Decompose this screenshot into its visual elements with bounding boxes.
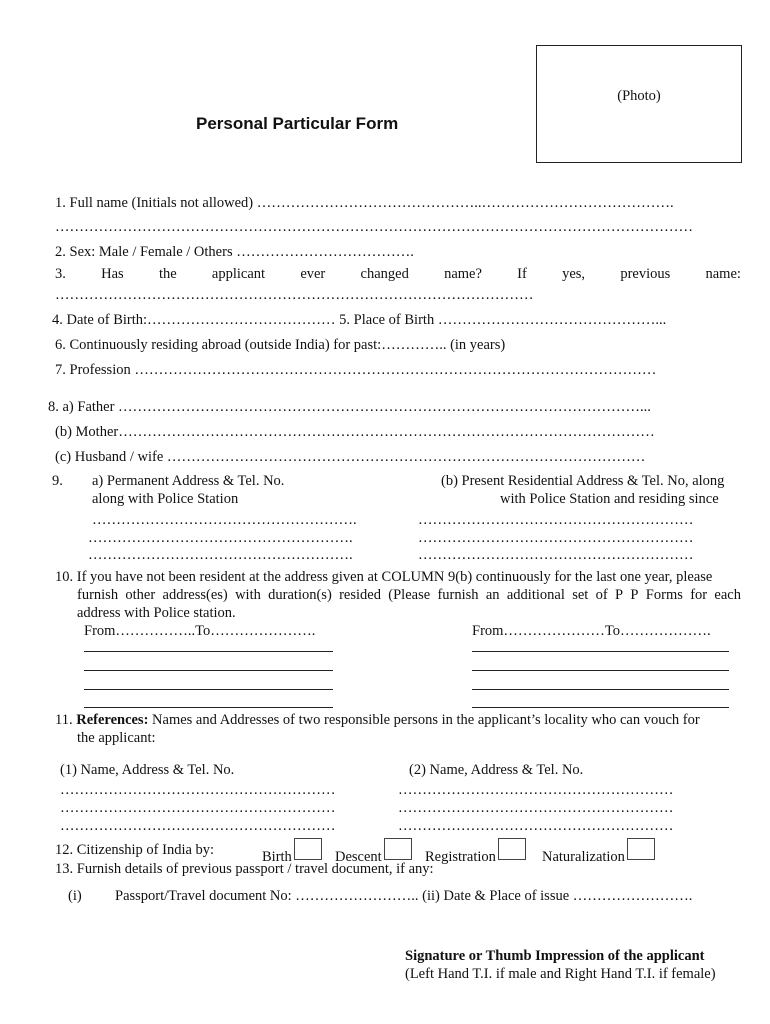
q3-word: the (158, 266, 177, 282)
q10-right-entry-line[interactable] (472, 651, 729, 652)
signature-title: Signature or Thumb Impression of the applicant (405, 948, 705, 964)
q9b-address-line[interactable]: ………………………………………………… (418, 530, 694, 546)
q9b-residing-since-label: with Police Station and residing since (500, 491, 719, 507)
q11-ref2-line[interactable]: ………………………………………………… (398, 818, 674, 834)
q10-left-entry-line[interactable] (84, 707, 333, 708)
q3-word: previous (620, 266, 671, 282)
q7-profession-field[interactable]: 7. Profession ……………………………………………………………………………………………… (55, 362, 657, 378)
q12-naturalization-checkbox[interactable] (627, 838, 655, 860)
q10-word: additional (506, 587, 565, 603)
q6-residing-abroad-field[interactable]: 6. Continuously residing abroad (outside India) for past:………….. (in years) (55, 337, 506, 353)
q11-references-text: Names and Addresses of two responsible persons in the applicant’s locality who can vouch for (148, 712, 700, 728)
q10-word: furnish (437, 587, 479, 603)
q11-number: 11. (55, 712, 77, 728)
q1-full-name-cont[interactable]: …………………………………………………………………………………………………………………… (55, 219, 693, 235)
q11-ref1-label: (1) Name, Address & Tel. No. (60, 762, 235, 778)
q11-ref2-line[interactable]: ………………………………………………… (398, 782, 674, 798)
q10-word: set (572, 587, 589, 603)
q4-q5-dob-pob-field[interactable]: 4. Date of Birth:………………………………… 5. Place of Birth ………………………………………... (52, 312, 667, 328)
photo-box (536, 45, 742, 163)
q10-word: other (125, 587, 156, 603)
signature-note: (Left Hand T.I. if male and Right Hand T.I. if female) (405, 966, 716, 982)
q10-from-to-left-label: From……………..To…………………. (84, 623, 316, 639)
q3-word: 3. (55, 266, 66, 282)
q12-naturalization-option[interactable] (542, 838, 655, 866)
q11-references-heading: References: (76, 712, 149, 728)
q3-word: ever (300, 266, 326, 282)
q3-name-change-question (55, 266, 741, 283)
q12-naturalization-label: Naturalization (542, 849, 625, 865)
q3-word: yes, (562, 266, 586, 282)
q10-word: (Please (388, 587, 431, 603)
q10-left-entry-line[interactable] (84, 651, 333, 652)
q10-from-to-right-label: From…………………To………………. (472, 623, 711, 639)
q8b-mother-field[interactable]: (b) Mother………………………………………………………………………………………………… (55, 424, 655, 440)
q10-right-entry-line[interactable] (472, 670, 729, 671)
q12-birth-label: Birth (262, 849, 292, 865)
q9-number: 9. (52, 473, 63, 489)
q12-birth-checkbox[interactable] (294, 838, 322, 860)
q3-word: changed (360, 266, 409, 282)
q3-word: name: (705, 266, 741, 282)
q13-passport-details-field[interactable]: Passport/Travel document No: …………………….. (ii) Date & Place of issue ……………………. (115, 888, 693, 904)
q10-word: duration(s) (268, 587, 332, 603)
q1-full-name-field[interactable]: 1. Full name (Initials not allowed) ………………………………………..…………………………………. (55, 195, 674, 211)
q12-registration-label: Registration (425, 849, 496, 865)
q10-left-entry-line[interactable] (84, 670, 333, 671)
q3-word: name? (444, 266, 482, 282)
q9b-present-address-label: (b) Present Residential Address & Tel. No, along (441, 473, 725, 489)
form-title: Personal Particular Form (196, 114, 399, 133)
q11-ref1-line[interactable]: ………………………………………………… (60, 782, 336, 798)
q9a-permanent-address-label: a) Permanent Address & Tel. No. (92, 473, 285, 489)
q8c-husband-wife-field[interactable]: (c) Husband / wife ……………………………………………………………………………………… (55, 449, 646, 465)
q10-word: Forms (645, 587, 683, 603)
q12-descent-label: Descent (335, 849, 382, 865)
q10-word: address(es) (162, 587, 228, 603)
q10-instruction-line: address with Police station. (77, 605, 236, 621)
q10-word: for (690, 587, 708, 603)
q9b-address-line[interactable]: ………………………………………………… (418, 547, 694, 563)
q9a-address-line[interactable]: ………………………………………………. (92, 512, 357, 528)
q10-instruction-line-justified (77, 587, 741, 604)
q12-registration-checkbox[interactable] (498, 838, 526, 860)
q11-ref2-line[interactable]: ………………………………………………… (398, 800, 674, 816)
q10-word: with (235, 587, 261, 603)
q11-ref2-label: (2) Name, Address & Tel. No. (409, 762, 584, 778)
q10-left-entry-line[interactable] (84, 689, 333, 690)
q3-word: Has (101, 266, 124, 282)
q10-right-entry-line[interactable] (472, 689, 729, 690)
q10-word: resided (339, 587, 381, 603)
q10-word: P (630, 587, 639, 603)
q8a-father-field[interactable]: 8. a) Father ………………………………………………………………………………………………... (48, 399, 651, 415)
q11-ref1-line[interactable]: ………………………………………………… (60, 800, 336, 816)
q10-word: furnish (77, 587, 119, 603)
q12-registration-option[interactable] (425, 838, 526, 866)
q2-sex-field[interactable]: 2. Sex: Male / Female / Others ………………………………. (55, 244, 414, 260)
q3-word: applicant (211, 266, 266, 282)
q9b-address-line[interactable]: ………………………………………………… (418, 512, 694, 528)
q12-descent-checkbox[interactable] (384, 838, 412, 860)
q11-references-line (55, 712, 700, 729)
q9a-address-line[interactable]: ………………………………………………. (88, 530, 353, 546)
q10-word: P (615, 587, 624, 603)
q10-word: of (595, 587, 608, 603)
q3-word: If (517, 266, 527, 282)
q11-ref1-line[interactable]: ………………………………………………… (60, 818, 336, 834)
q9a-police-station-label: along with Police Station (92, 491, 239, 507)
q13-item-number: (i) (68, 888, 82, 904)
q3-previous-name-field[interactable]: ……………………………………………………………………………………… (55, 287, 534, 303)
q12-citizenship-label: 12. Citizenship of India by: (55, 842, 215, 858)
q10-word: an (485, 587, 500, 603)
q9a-address-line[interactable]: ………………………………………………. (88, 547, 353, 563)
q10-instruction-line: 10. If you have not been resident at the address given at COLUMN 9(b) continuously for the last one year, please (55, 569, 713, 585)
photo-label: (Photo) (617, 88, 661, 104)
q13-previous-passport-label: 13. Furnish details of previous passport / travel document, if any: (55, 861, 434, 877)
q11-references-line2: the applicant: (77, 730, 156, 746)
q10-word: each (714, 587, 741, 603)
q10-right-entry-line[interactable] (472, 707, 729, 708)
